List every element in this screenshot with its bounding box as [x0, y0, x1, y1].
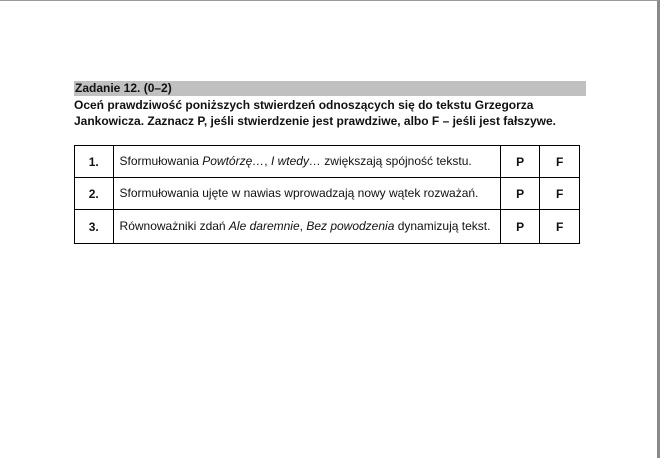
- row-number: 3.: [75, 210, 114, 244]
- false-option[interactable]: F: [540, 146, 580, 178]
- task-title: Zadanie 12. (0–2): [74, 81, 586, 96]
- false-option[interactable]: F: [540, 210, 580, 244]
- true-option[interactable]: P: [500, 146, 540, 178]
- statement-text-part: Sformułowania ujęte w nawias wprowadzają nowy wątek rozważań.: [119, 186, 479, 200]
- row-number: 1.: [75, 146, 114, 178]
- statement-quote: Powtórzę…: [202, 154, 265, 168]
- statements-table: [74, 145, 580, 244]
- statement-text-part: Równoważniki zdań: [119, 219, 229, 233]
- false-option[interactable]: F: [540, 178, 580, 210]
- statement-quote: Ale daremnie: [228, 219, 300, 233]
- table-row: [75, 146, 580, 178]
- row-number: 2.: [75, 178, 114, 210]
- statement-text: [113, 146, 500, 178]
- true-option[interactable]: P: [500, 178, 540, 210]
- statement-text-part: zwiększają spójność tekstu.: [320, 154, 472, 168]
- instruction-line-2: Jankowicza. Zaznacz P, jeśli stwierdzenie jest prawdziwe, albo F – jeśli jest fałszywe.: [74, 114, 556, 128]
- statement-text-part: Sformułowania: [119, 154, 203, 168]
- task-instruction: [74, 97, 589, 129]
- statement-quote: I wtedy…: [270, 154, 321, 168]
- statement-text: [113, 210, 500, 244]
- table-row: [75, 178, 580, 210]
- table-row: [75, 210, 580, 244]
- true-option[interactable]: P: [500, 210, 540, 244]
- statement-text-part: ,: [299, 219, 307, 233]
- instruction-line-1: Oceń prawdziwość poniższych stwierdzeń odnoszących się do tekstu Grzegorza: [74, 98, 534, 112]
- statement-text-part: dynamizują tekst.: [394, 219, 491, 233]
- statement-quote: Bez powodzenia: [306, 219, 395, 233]
- statement-text-part: ,: [264, 154, 271, 168]
- statement-text: [113, 178, 500, 210]
